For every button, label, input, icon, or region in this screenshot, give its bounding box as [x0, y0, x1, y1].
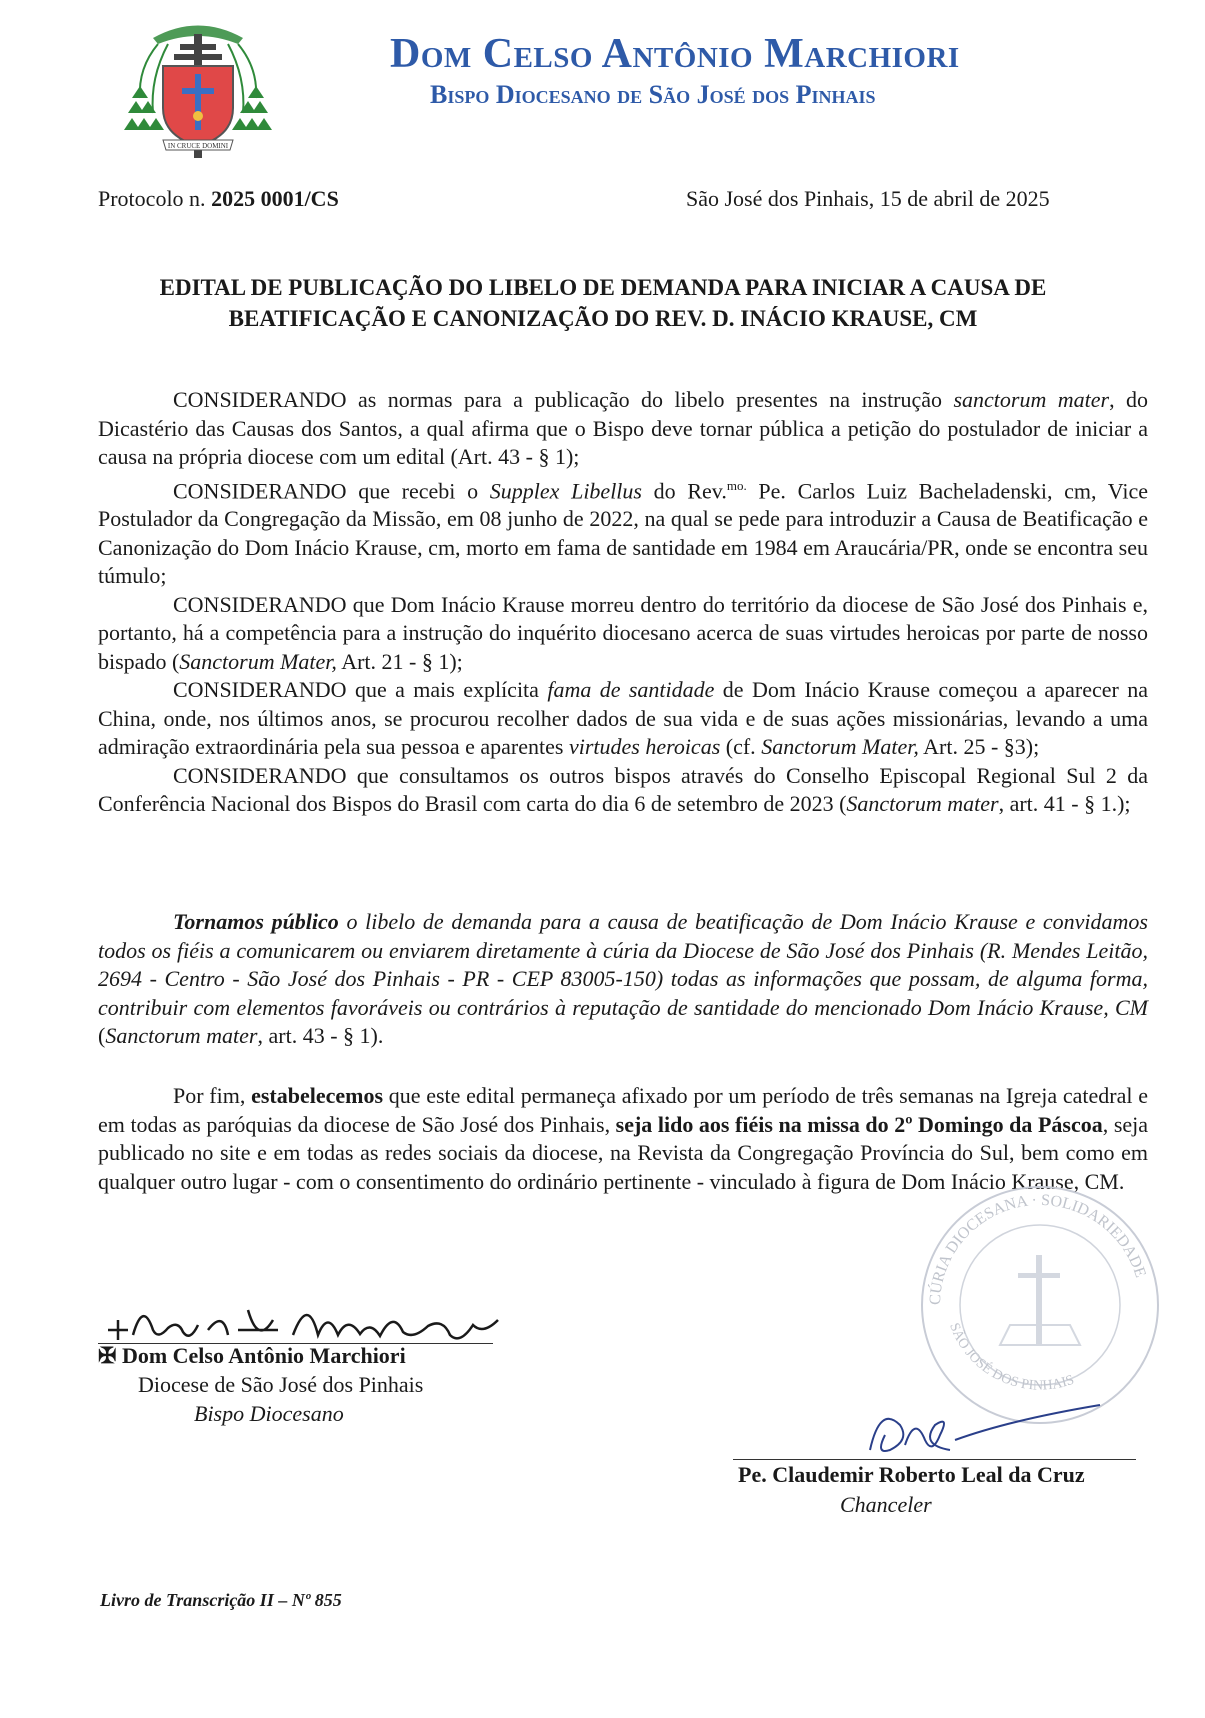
considerations-section	[98, 386, 1148, 819]
text-segment: do Rev.	[641, 477, 727, 503]
consideration-paragraph	[98, 472, 1148, 591]
bishop-name-header: Dom Celso Antônio Marchiori	[390, 31, 960, 77]
chancellor-name: Pe. Claudemir Roberto Leal da Cruz	[738, 1462, 1085, 1487]
text-segment: Sanctorum Mater,	[761, 734, 919, 760]
text-segment: , seja publicado no site e em todas as redes sociais da diocese, na Revista da Congregação Província do Sul, bem como em qualquer outro lugar - com o consentimento do ordinário pertinente - vinculado à figura de Dom Inácio Krause, CM.	[98, 1111, 1149, 1194]
protocol-number: 2025 0001/CS	[211, 186, 339, 211]
text-segment: Sanctorum Mater,	[179, 648, 337, 674]
consideration-paragraph	[98, 676, 1148, 762]
svg-text:SÃO JOSÉ DOS PINHAIS: SÃO JOSÉ DOS PINHAIS	[946, 1321, 1077, 1394]
svg-text:IN CRUCE DOMINI: IN CRUCE DOMINI	[167, 142, 229, 150]
text-segment: CONSIDERANDO que recebi o	[173, 477, 490, 503]
text-segment: virtudes heroicas	[568, 734, 721, 760]
text-segment: , do Dicastério das Causas dos Santos, a qual afirma que o Bispo deve tornar pública a petição do postulador de iniciar a causa na própria diocese com um edital (Art. 43 - § 1);	[98, 387, 1149, 469]
text-segment: de Dom Inácio Krause começou a aparecer na China, onde, nos últimos anos, se procurou recolher dados de sua vida e de suas ações missionárias, levando a uma admiração extraordinária pela sua pessoa e aparentes	[98, 677, 1148, 760]
text-segment: CONSIDERANDO as normas para a publicação do libelo presentes na instrução	[173, 387, 954, 412]
protocol-line	[98, 186, 339, 212]
text-segment: seja lido aos fiéis na missa do 2º Domingo da Páscoa	[615, 1111, 1103, 1137]
text-segment: (cf.	[720, 734, 762, 760]
bishop-role: Bispo Diocesano	[194, 1401, 344, 1426]
text-segment: Sanctorum mater	[105, 1023, 258, 1048]
consideration-paragraph	[98, 591, 1148, 677]
text-segment: sanctorum mater	[953, 387, 1110, 412]
bishop-title-header: Bispo Diocesano de São José dos Pinhais	[430, 80, 876, 109]
transcription-record: Livro de Transcrição II – Nº 855	[100, 1590, 342, 1610]
text-segment: que este edital permaneça afixado por um período de três semanas na Igreja catedral e em todas as paróquias da diocese de São José dos Pinhais,	[98, 1083, 1148, 1137]
publication-paragraph	[98, 908, 1148, 1051]
document-title	[98, 272, 1108, 334]
bishop-name: Dom Celso Antônio Marchiori	[121, 1343, 406, 1368]
text-segment: estabelecemos	[251, 1083, 384, 1108]
text-segment: fama de santidade	[547, 677, 715, 703]
place-date: São José dos Pinhais, 15 de abril de 2025	[686, 186, 1050, 211]
consideration-paragraph	[98, 762, 1148, 819]
text-segment: CONSIDERANDO que a mais explícita	[173, 677, 548, 703]
text-segment: CONSIDERANDO que consultamos os outros bispos através do Conselho Episcopal Regional Sul 2 da Conferência Nacional dos Bispos do Brasil com carta do dia 6 de setembro de 2023 (	[98, 762, 1148, 817]
title-line-1: EDITAL DE PUBLICAÇÃO DO LIBELO DE DEMANDA PARA INICIAR A CAUSA DE	[159, 275, 1047, 300]
chancellor-signature-line	[733, 1459, 1136, 1460]
chancellor-role: Chanceler	[840, 1492, 932, 1517]
consideration-paragraph	[98, 386, 1148, 472]
protocol-label: Protocolo n.	[98, 186, 206, 211]
title-line-2: BEATIFICAÇÃO E CANONIZAÇÃO DO REV. D. INÁCIO KRAUSE, CM	[228, 306, 978, 331]
bishop-diocese: Diocese de São José dos Pinhais	[138, 1372, 424, 1397]
publication-section	[98, 908, 1148, 1051]
text-segment: Art. 21 - § 1);	[336, 648, 463, 674]
text-segment: , art. 41 - § 1.);	[998, 791, 1131, 817]
text-segment: Sanctorum mater	[846, 791, 999, 817]
text-segment: o libelo de demanda para a causa de beatificação de Dom Inácio Krause e convidamos todos os fiéis a comunicarem ou enviarem diretamente à cúria da Diocese de São José dos Pinhais (R. Mendes Leitão, 2694 - Centro - São José dos Pinhais - PR - CEP 83005-150) todas as informações que possam, de alguma forma, contribuir com elementos favoráveis ou contrários à reputação de santidade do mencionado Dom Inácio Krause, CM	[98, 909, 1148, 1020]
text-segment: (	[98, 1023, 106, 1048]
text-segment: , art. 43 - § 1).	[257, 1023, 384, 1048]
svg-text:CÚRIA DIOCESANA · SOLIDARIEDAD: CÚRIA DIOCESANA · SOLIDARIEDADE	[926, 1191, 1149, 1306]
coat-of-arms-icon	[118, 8, 278, 168]
text-segment: Art. 25 - §3);	[918, 734, 1040, 760]
text-segment: Tornamos público	[173, 909, 339, 934]
text-segment: Por fim,	[173, 1083, 252, 1108]
text-segment: Supplex Libellus	[489, 477, 642, 503]
cross-icon: ✠	[98, 1343, 117, 1368]
bishop-signature-icon	[98, 1290, 518, 1350]
bishop-signature-name	[98, 1343, 406, 1369]
text-segment: mo.	[726, 477, 747, 493]
text-segment: Pe. Carlos Luiz Bacheladenski, cm, Vice Postulador da Congregação da Missão, em 08 junho de 2022, na qual se pede para introduzir a Causa de Beatificação e Canonização do Dom Inácio Krause, cm, morto em fama de santidade em 1984 em Araucária/PR, onde se encontra seu túmulo;	[98, 477, 1148, 589]
text-segment: CONSIDERANDO que Dom Inácio Krause morreu dentro do território da diocese de São José dos Pinhais e, portanto, há a competência para a instrução do inquérito diocesano acerca de suas virtudes heroicas por parte de nosso bispado (	[98, 591, 1148, 674]
